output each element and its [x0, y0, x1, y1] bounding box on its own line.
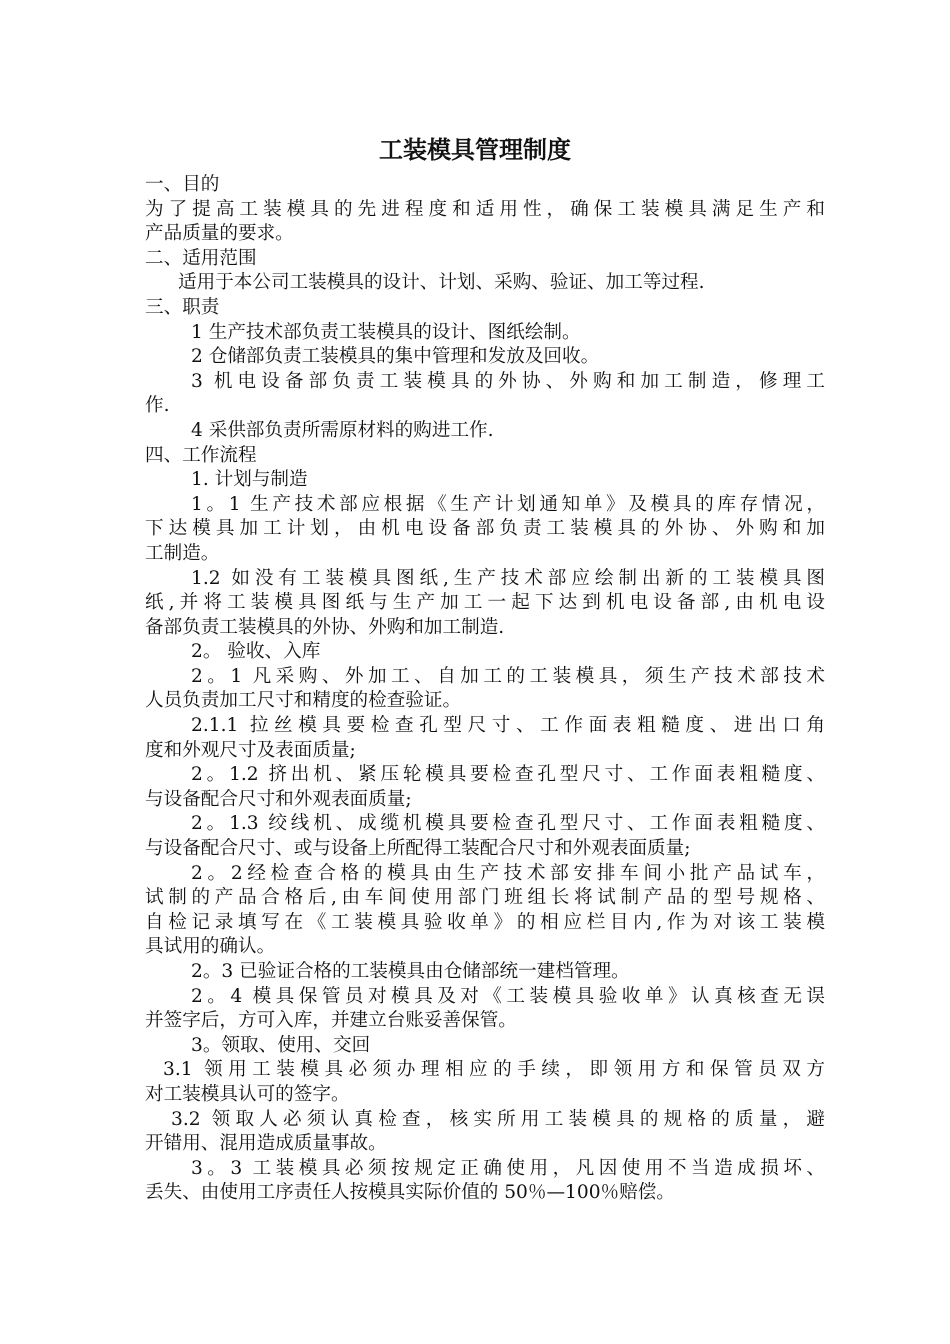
clause-line: 3。3 工装模具必须按规定正确使用，凡因使用不当造成损坏、	[191, 1157, 825, 1179]
document-title: 工装模具管理制度	[379, 136, 571, 164]
paragraph-line: 人员负责加工尺寸和精度的检查验证。	[145, 690, 462, 712]
section-heading-scope: 二、适用范围	[145, 247, 257, 269]
paragraph-line: 适用于本公司工装模具的设计、计划、采购、验证、加工等过程.	[178, 272, 705, 294]
paragraph-line: 产品质量的要求。	[145, 223, 294, 245]
clause-line: 2。1.3 绞线机、成缆机模具要检查孔型尺寸、工作面表粗糙度、	[191, 813, 825, 835]
paragraph-line: 试制的产品合格后,由车间使用部门班组长将试制产品的型号规格、	[145, 887, 825, 909]
paragraph-line: 自检记录填写在《工装模具验收单》的相应栏目内,作为对该工装模	[145, 911, 825, 933]
clause-line: 3.2 领取人必须认真检查，核实所用工装模具的规格的质量，避	[171, 1108, 825, 1130]
paragraph-line: 开错用、混用造成质量事故。	[145, 1133, 387, 1155]
paragraph-line: 下达模具加工计划，由机电设备部负责工装模具的外协、外购和加	[145, 518, 825, 540]
paragraph-line: 工制造。	[145, 542, 220, 564]
clause-line: 1.2 如没有工装模具图纸,生产技术部应绘制出新的工装模具图	[191, 567, 825, 589]
paragraph-line: 度和外观尺寸及表面质量;	[145, 739, 356, 761]
subsection-heading: 3。领取、使用、交回	[191, 1034, 371, 1056]
clause-line: 2。4 模具保管员对模具及对《工装模具验收单》认真核查无误	[191, 985, 825, 1007]
paragraph-line: 作.	[145, 395, 170, 417]
paragraph-line: 对工装模具认可的签字。	[145, 1083, 350, 1105]
paragraph-line: 纸,并将工装模具图纸与生产加工一起下达到机电设备部,由机电设	[145, 592, 825, 614]
clause-line: 2.1.1 拉丝模具要检查孔型尺寸、工作面表粗糙度、进出口角	[191, 715, 825, 737]
list-item: 2 仓储部负责工装模具的集中管理和发放及回收。	[191, 346, 600, 368]
paragraph-line: 备部负责工装模具的外协、外购和加工制造.	[145, 616, 505, 638]
clause-line: 2。1 凡采购、外加工、自加工的工装模具，须生产技术部技术	[191, 665, 825, 687]
section-heading-purpose: 一、目的	[145, 174, 220, 195]
list-item: 1 生产技术部负责工装模具的设计、图纸绘制。	[191, 321, 581, 343]
clause-line: 1。1 生产技术部应根据《生产计划通知单》及模具的库存情况，	[191, 493, 825, 515]
paragraph-line: 为了提高工装模具的先进程度和适用性，确保工装模具满足生产和	[145, 198, 825, 220]
paragraph-line: 丢失、由使用工序责任人按模具实际价值的 50％—100％赔偿。	[145, 1182, 675, 1204]
clause-line: 2。1.2 挤出机、紧压轮模具要检查孔型尺寸、工作面表粗糙度、	[191, 764, 825, 786]
list-item: 4 采供部负责所需原材料的购进工作.	[191, 419, 494, 441]
paragraph-line: 并签字后，方可入库，并建立台账妥善保管。	[145, 1010, 517, 1032]
subsection-heading: 1. 计划与制造	[191, 469, 308, 491]
section-heading-duties: 三、职责	[145, 296, 220, 318]
section-heading-workflow: 四、工作流程	[145, 444, 257, 466]
paragraph-line: 与设备配合尺寸和外观表面质量;	[145, 788, 412, 810]
list-item: 3 机电设备部负责工装模具的外协、外购和加工制造，修理工	[191, 370, 825, 392]
document-body	[145, 173, 825, 1206]
clause-line: 2。3 已验证合格的工装模具由仓储部统一建档管理。	[191, 961, 630, 982]
clause-line: 3.1 领用工装模具必须办理相应的手续，即领用方和保管员双方	[163, 1059, 825, 1081]
clause-line: 2。2经检查合格的模具由生产技术部安排车间小批产品试车，	[191, 862, 825, 884]
paragraph-line: 具试用的确认。	[145, 936, 276, 958]
subsection-heading: 2。 验收、入库	[191, 641, 321, 663]
paragraph-line: 与设备配合尺寸、或与设备上所配得工装配合尺寸和外观表面质量;	[145, 838, 691, 860]
